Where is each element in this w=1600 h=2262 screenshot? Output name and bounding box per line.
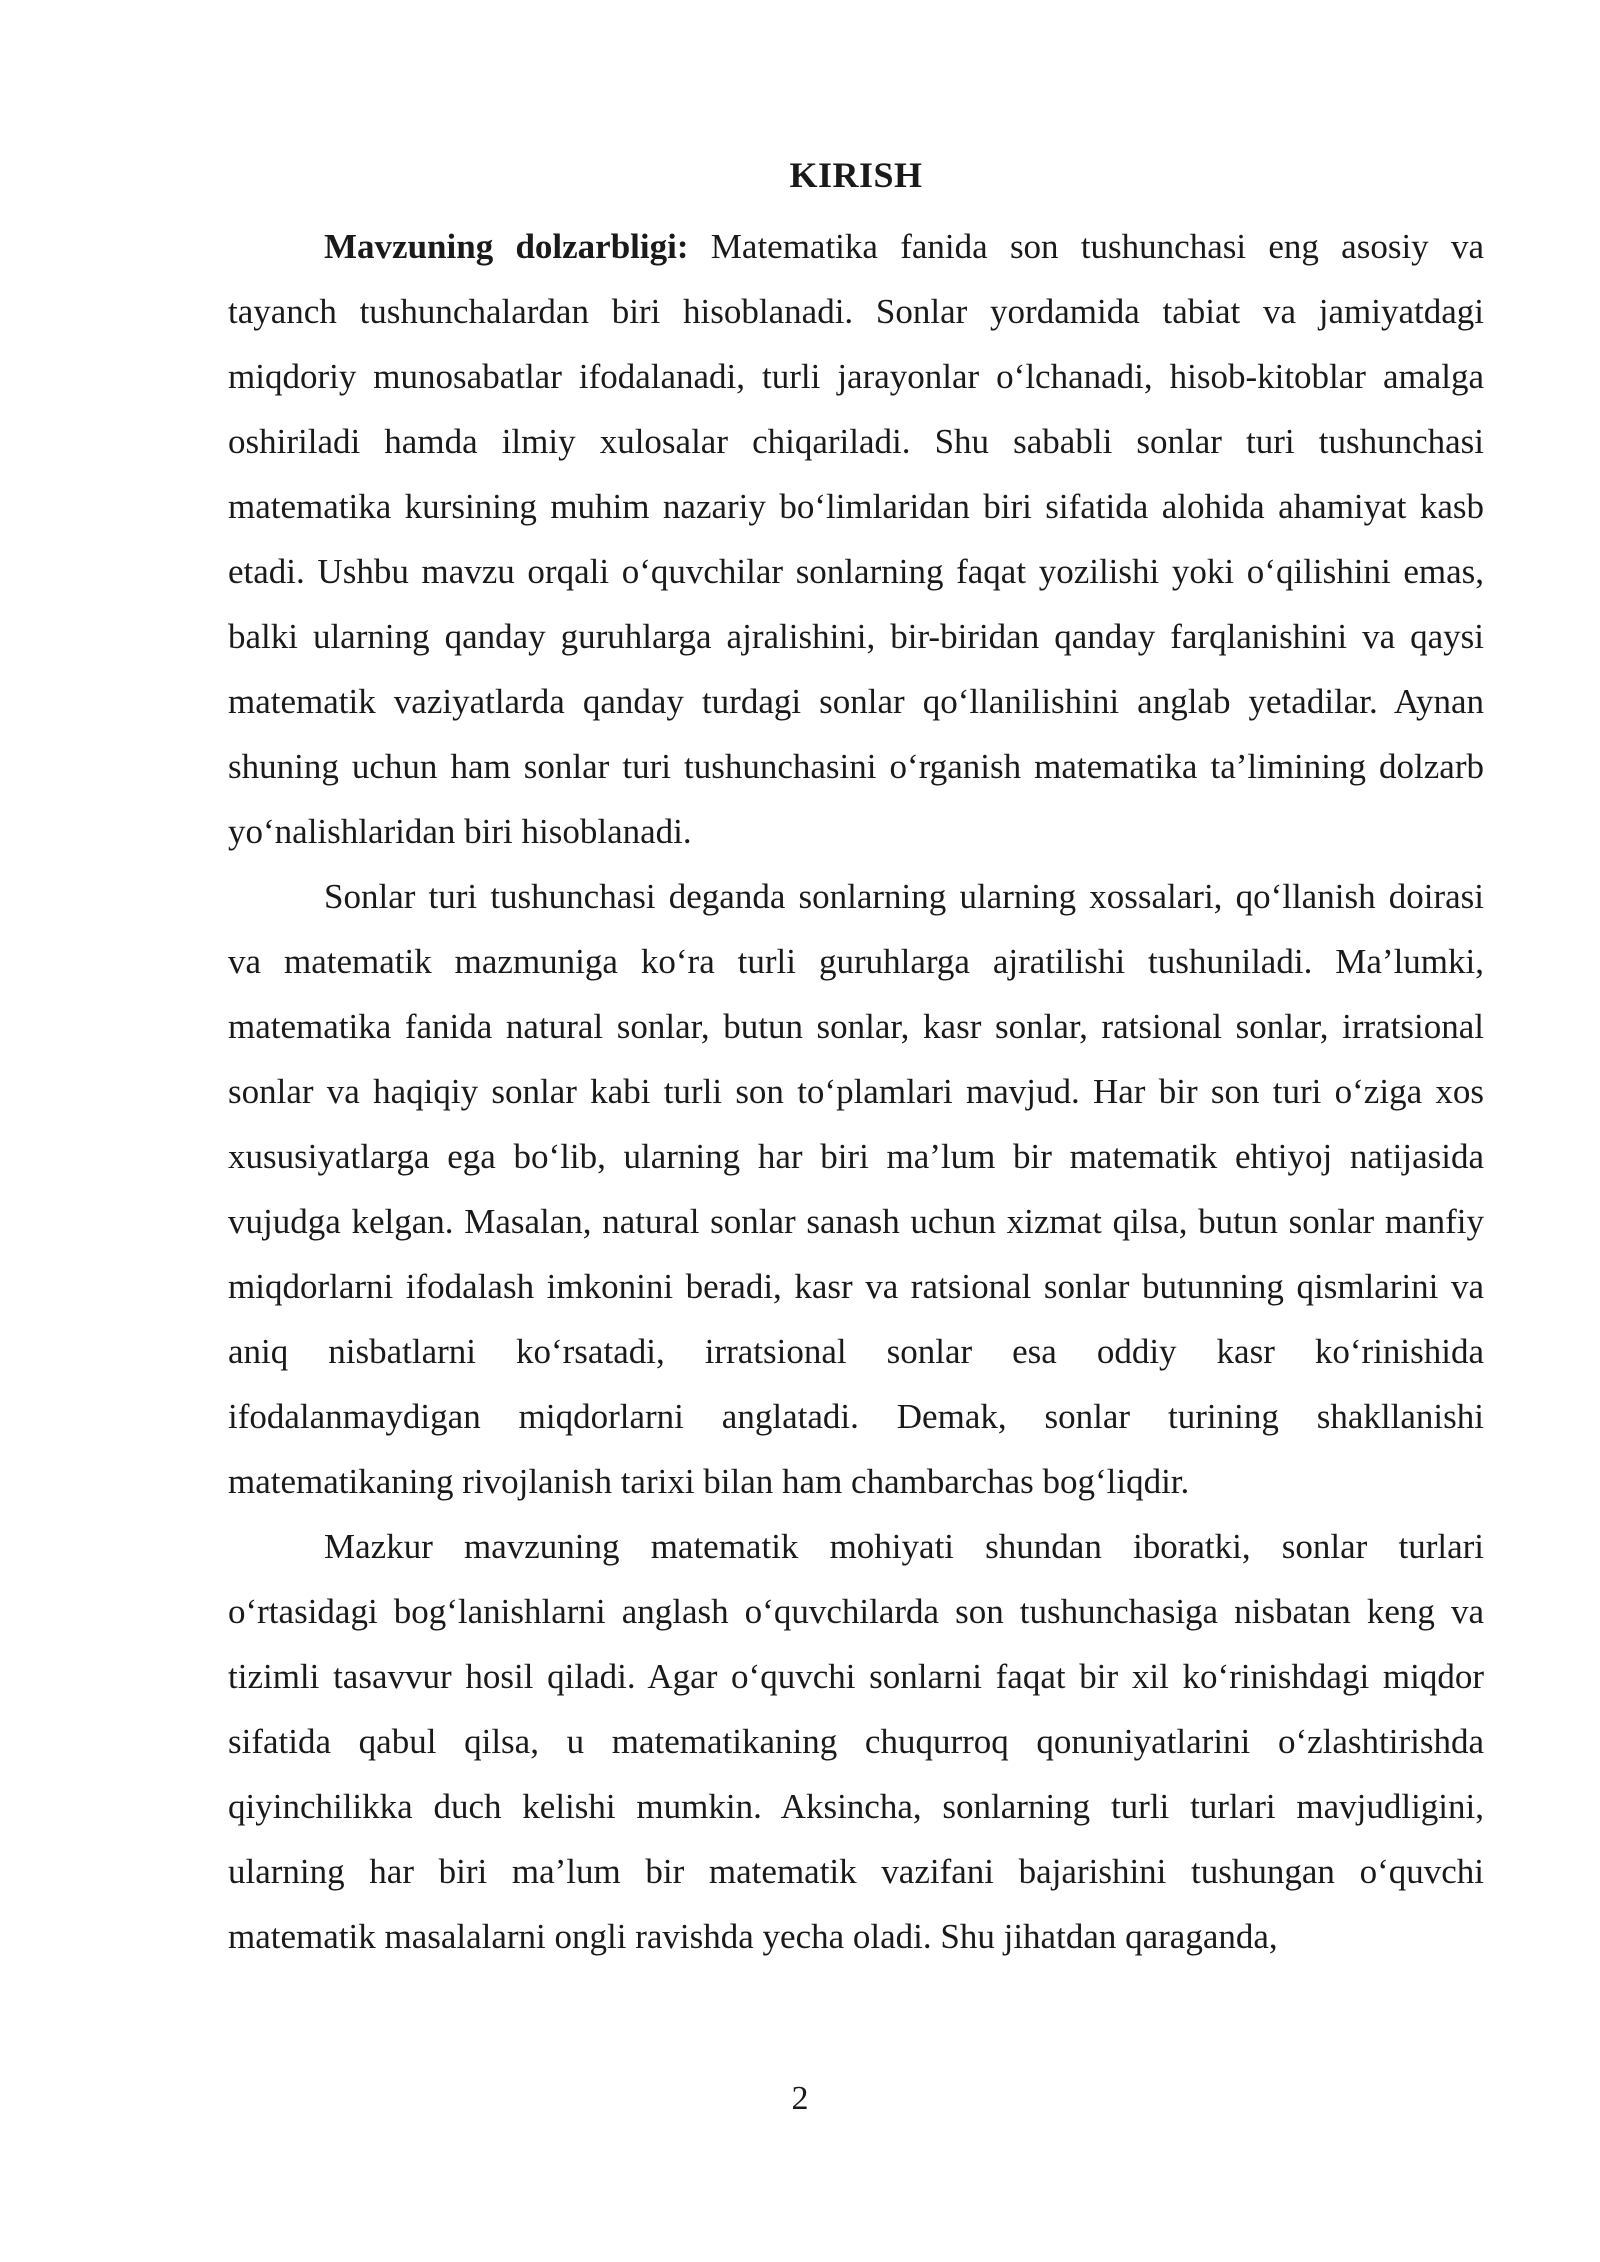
paragraph-mathematical-essence (228, 1514, 1484, 1969)
paragraph-lead: Mavzuning dolzarbligi: (324, 227, 689, 266)
paragraph-relevance (228, 214, 1484, 864)
paragraph-text: Mazkur mavzuning matematik mohiyati shundan iboratki, sonlar turlari o‘rtasidagi bog‘lanishlarni anglash o‘quvchilarda son tushunchasiga nisbatan keng va tizimli tasavvur hosil qiladi. Agar o‘quvchi sonlarni faqat bir xil ko‘rinishdagi miqdor sifatida qabul qilsa, u matematikaning chuqurroq qonuniyatlarini o‘zlashtirishda qiyinchilikka duch kelishi mumkin. Aksincha, sonlarning turli turlari mavjudligini, ularning har biri ma’lum bir matematik vazifani bajarishini tushungan o‘quvchi matematik masalalarni ongli ravishda yecha oladi. Shu jihatdan qaraganda, (228, 1527, 1484, 1956)
section-heading: KIRISH (789, 155, 923, 195)
page-number: 2 (791, 2080, 809, 2117)
paragraph-number-types (228, 864, 1484, 1514)
page-content (228, 150, 1484, 1969)
paragraph-text: Sonlar turi tushunchasi deganda sonlarning ularning xossalari, qo‘llanish doirasi va matematik mazmuniga ko‘ra turli guruhlarga ajratilishi tushuniladi. Ma’lumki, matematika fanida natural sonlar, butun sonlar, kasr sonlar, ratsional sonlar, irratsional sonlar va haqiqiy sonlar kabi turli son to‘plamlari mavjud. Har bir son turi o‘ziga xos xususiyatlarga ega bo‘lib, ularning har biri ma’lum bir matematik ehtiyoj natijasida vujudga kelgan. Masalan, natural sonlar sanash uchun xizmat qilsa, butun sonlar manfiy miqdorlarni ifodalash imkonini beradi, kasr va ratsional sonlar butunning qismlarini va aniq nisbatlarni ko‘rsatadi, irratsional sonlar esa oddiy kasr ko‘rinishida ifodalanmaydigan miqdorlarni anglatadi. Demak, sonlar turining shakllanishi matematikaning rivojlanish tarixi bilan ham chambarchas bog‘liqdir. (228, 877, 1484, 1501)
paragraph-text: Matematika fanida son tushunchasi eng asosiy va tayanch tushunchalardan biri hisoblanadi. Sonlar yordamida tabiat va jamiyatdagi miqdoriy munosabatlar ifodalanadi, turli jarayonlar o‘lchanadi, hisob-kitoblar amalga oshiriladi hamda ilmiy xulosalar chiqariladi. Shu sababli sonlar turi tushunchasi matematika kursining muhim nazariy bo‘limlaridan biri sifatida alohida ahamiyat kasb etadi. Ushbu mavzu orqali o‘quvchilar sonlarning faqat yozilishi yoki o‘qilishini emas, balki ularning qanday guruhlarga ajralishini, bir-biridan qanday farqlanishini va qaysi matematik vaziyatlarda qanday turdagi sonlar qo‘llanilishini anglab yetadilar. Aynan shuning uchun ham sonlar turi tushunchasini o‘rganish matematika ta’limining dolzarb yo‘nalishlaridan biri hisoblanadi. (228, 227, 1484, 851)
